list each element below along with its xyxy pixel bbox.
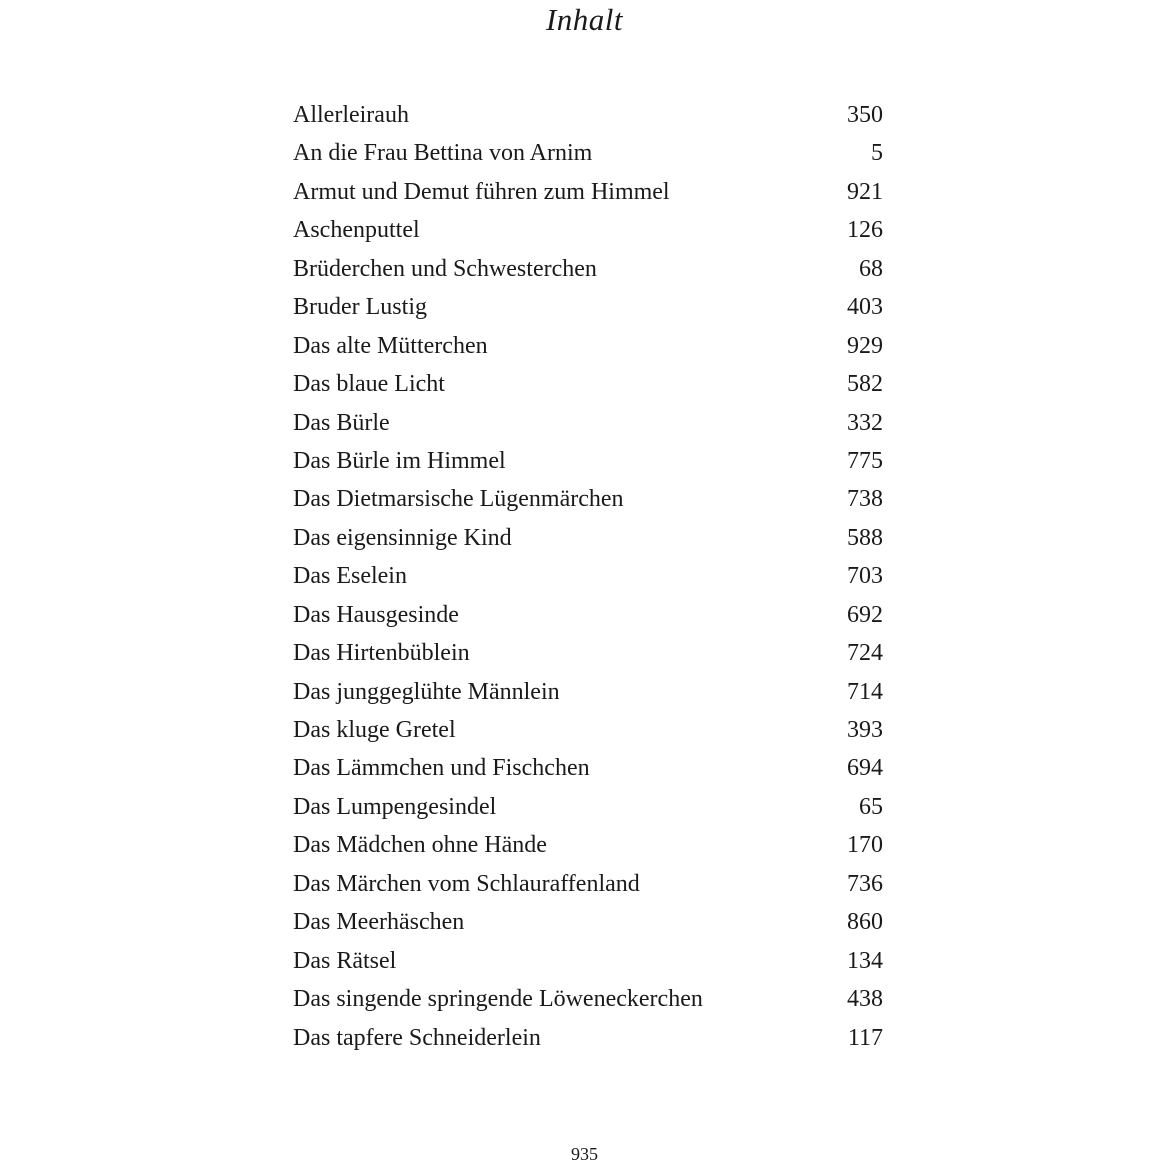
toc-entry-title: Das Dietmarsische Lügenmärchen	[293, 486, 624, 513]
toc-entry	[293, 173, 883, 211]
toc-entry-page: 736	[847, 870, 883, 897]
toc-entry-title: Das blaue Licht	[293, 371, 445, 398]
toc-entry-title: Das junggeglühte Männlein	[293, 678, 560, 705]
toc-entry	[293, 96, 883, 134]
toc-entry-title: An die Frau Bettina von Arnim	[293, 140, 593, 167]
toc-entry-title: Das Mädchen ohne Hände	[293, 832, 547, 859]
toc-entry-title: Das Eselein	[293, 563, 407, 590]
toc-entry-page: 403	[847, 294, 883, 321]
toc-entry	[293, 442, 883, 480]
toc-entry-page: 126	[847, 217, 883, 244]
page-number: 935	[571, 1144, 598, 1164]
toc-entry-page: 332	[847, 409, 883, 436]
toc-entry-page: 738	[847, 486, 883, 513]
toc-entry-title: Das Rätsel	[293, 947, 397, 974]
toc-entry	[293, 942, 883, 980]
toc-entry-page: 775	[847, 447, 883, 474]
toc-entry-page: 692	[847, 601, 883, 628]
toc-entry-title: Armut und Demut führen zum Himmel	[293, 178, 670, 205]
toc-entry-page: 860	[847, 909, 883, 936]
toc-entry-page: 393	[847, 717, 883, 743]
toc-entry-title: Brüderchen und Schwesterchen	[293, 255, 597, 282]
toc-entry	[293, 596, 883, 634]
toc-entry	[293, 519, 883, 557]
toc-entry-page: 68	[859, 255, 883, 282]
toc-entry	[293, 788, 883, 826]
page-title: Inhalt	[545, 2, 624, 37]
toc-entry	[293, 634, 883, 672]
table-of-contents	[293, 96, 883, 1057]
toc-entry-title: Das Lumpengesindel	[293, 793, 497, 820]
toc-entry-page: 438	[847, 986, 883, 1013]
toc-entry	[293, 134, 883, 172]
toc-entry	[293, 404, 883, 442]
toc-entry-title: Bruder Lustig	[293, 294, 427, 321]
toc-entry-title: Das eigensinnige Kind	[293, 524, 512, 551]
toc-entry	[293, 749, 883, 787]
toc-entry-page: 5	[871, 140, 883, 167]
toc-entry	[293, 673, 883, 711]
toc-entry-title: Aschenputtel	[293, 217, 420, 244]
toc-entry	[293, 480, 883, 518]
toc-entry-title: Allerleirauh	[293, 102, 409, 128]
toc-entry	[293, 826, 883, 864]
toc-entry-title: Das Lämmchen und Fischchen	[293, 755, 590, 782]
toc-entry	[293, 327, 883, 365]
toc-entry-page: 703	[847, 563, 883, 590]
toc-entry-title: Das alte Mütterchen	[293, 332, 488, 359]
toc-entry-title: Das Bürle im Himmel	[293, 447, 506, 474]
toc-entry	[293, 211, 883, 249]
toc-entry	[293, 980, 883, 1018]
toc-entry-title: Das singende springende Löweneckerchen	[293, 986, 703, 1013]
toc-entry-title: Das Märchen vom Schlauraffenland	[293, 870, 640, 897]
toc-entry-page: 170	[847, 832, 883, 859]
toc-entry-page: 582	[847, 371, 883, 398]
toc-entry-page: 350	[847, 102, 883, 128]
toc-entry	[293, 1019, 883, 1057]
toc-entry	[293, 250, 883, 288]
toc-entry-title: Das kluge Gretel	[293, 717, 456, 743]
toc-entry-title: Das Hausgesinde	[293, 601, 459, 628]
toc-entry-title: Das Meerhäschen	[293, 909, 465, 936]
toc-entry	[293, 557, 883, 595]
toc-entry-page: 134	[847, 947, 883, 974]
toc-entry-page: 921	[847, 178, 883, 205]
toc-entry	[293, 711, 883, 749]
toc-entry-page: 694	[847, 755, 883, 782]
toc-entry	[293, 865, 883, 903]
toc-entry-title: Das tapfere Schneiderlein	[293, 1024, 541, 1051]
toc-entry	[293, 288, 883, 326]
toc-entry	[293, 903, 883, 941]
toc-entry-page: 588	[847, 524, 883, 551]
toc-entry-page: 929	[847, 332, 883, 359]
toc-entry-page: 724	[847, 640, 883, 667]
toc-entry-title: Das Hirtenbüblein	[293, 640, 470, 667]
toc-entry-page: 117	[847, 1024, 883, 1051]
toc-entry-title: Das Bürle	[293, 409, 390, 436]
toc-entry	[293, 365, 883, 403]
toc-entry-page: 714	[847, 678, 883, 705]
toc-entry-page: 65	[859, 793, 883, 820]
